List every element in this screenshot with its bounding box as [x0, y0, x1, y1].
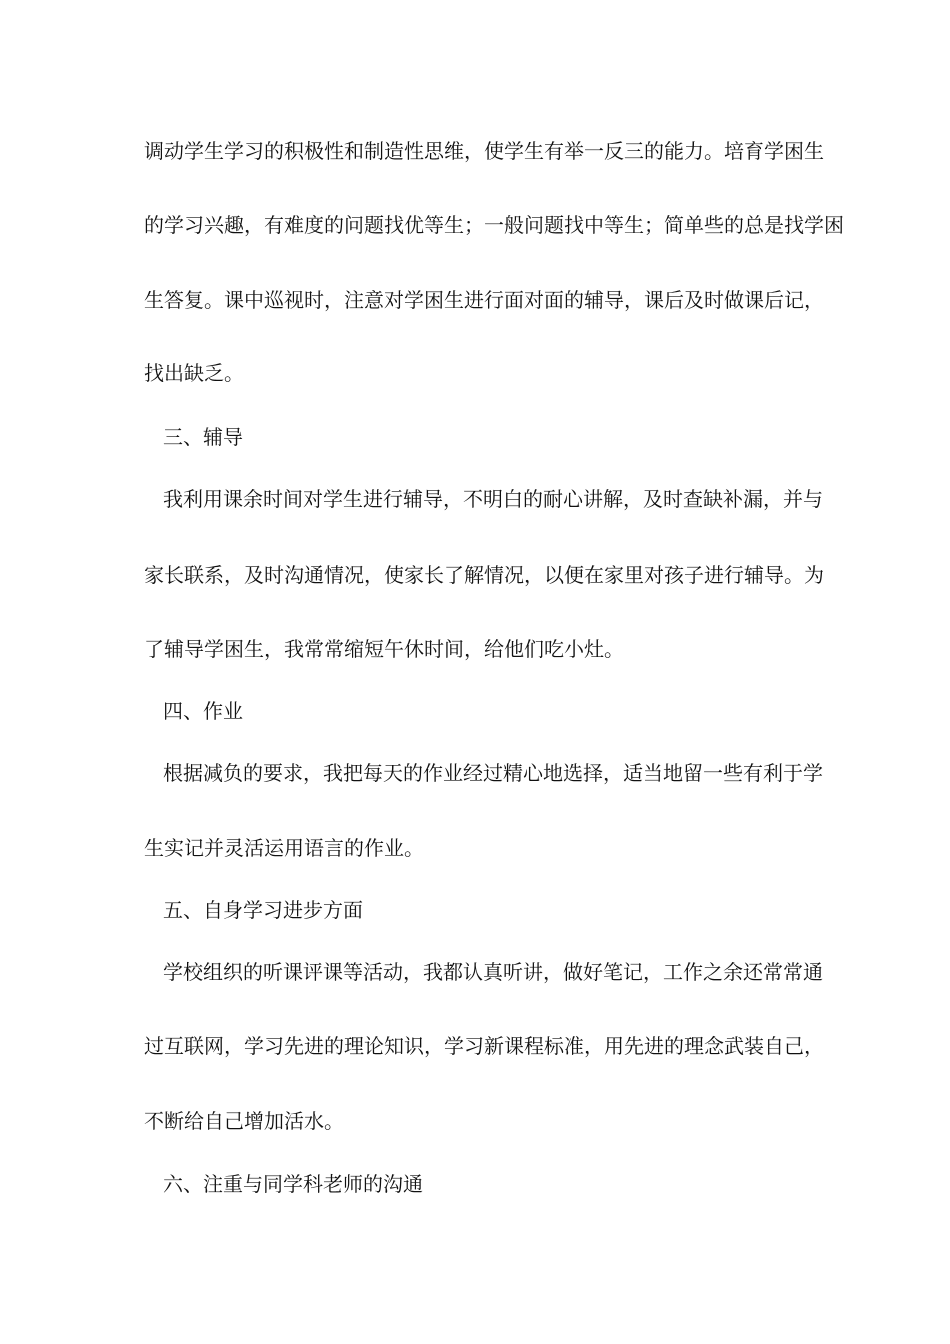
paragraph-line: 根据减负的要求，我把每天的作业经过精心地选择，适当地留一些有利于学	[163, 761, 823, 785]
section-heading: 五、自身学习进步方面	[163, 898, 363, 922]
paragraph-line: 找出缺乏。	[144, 361, 244, 385]
paragraph-line: 的学习兴趣，有难度的问题找优等生；一般问题找中等生；简单些的总是找学困	[144, 213, 844, 237]
paragraph-line: 家长联系，及时沟通情况，使家长了解情况，以便在家里对孩子进行辅导。为	[144, 563, 824, 587]
paragraph-line: 调动学生学习的积极性和制造性思维，使学生有举一反三的能力。培育学困生	[144, 139, 824, 163]
paragraph-line: 我利用课余时间对学生进行辅导，不明白的耐心讲解，及时查缺补漏，并与	[163, 487, 823, 511]
section-heading: 三、辅导	[163, 425, 243, 449]
paragraph-line: 不断给自己增加活水。	[144, 1109, 344, 1133]
paragraph-line: 过互联网，学习先进的理论知识，学习新课程标准，用先进的理念武装自己，	[144, 1034, 824, 1058]
paragraph-line: 学校组织的听课评课等活动，我都认真听讲，做好笔记，工作之余还常常通	[163, 960, 823, 984]
paragraph-line: 了辅导学困生，我常常缩短午休时间，给他们吃小灶。	[144, 637, 624, 661]
section-heading: 四、作业	[163, 699, 243, 723]
paragraph-line: 生实记并灵活运用语言的作业。	[144, 836, 424, 860]
section-heading: 六、注重与同学科老师的沟通	[163, 1172, 423, 1196]
paragraph-line: 生答复。课中巡视时，注意对学困生进行面对面的辅导，课后及时做课后记，	[144, 288, 824, 312]
